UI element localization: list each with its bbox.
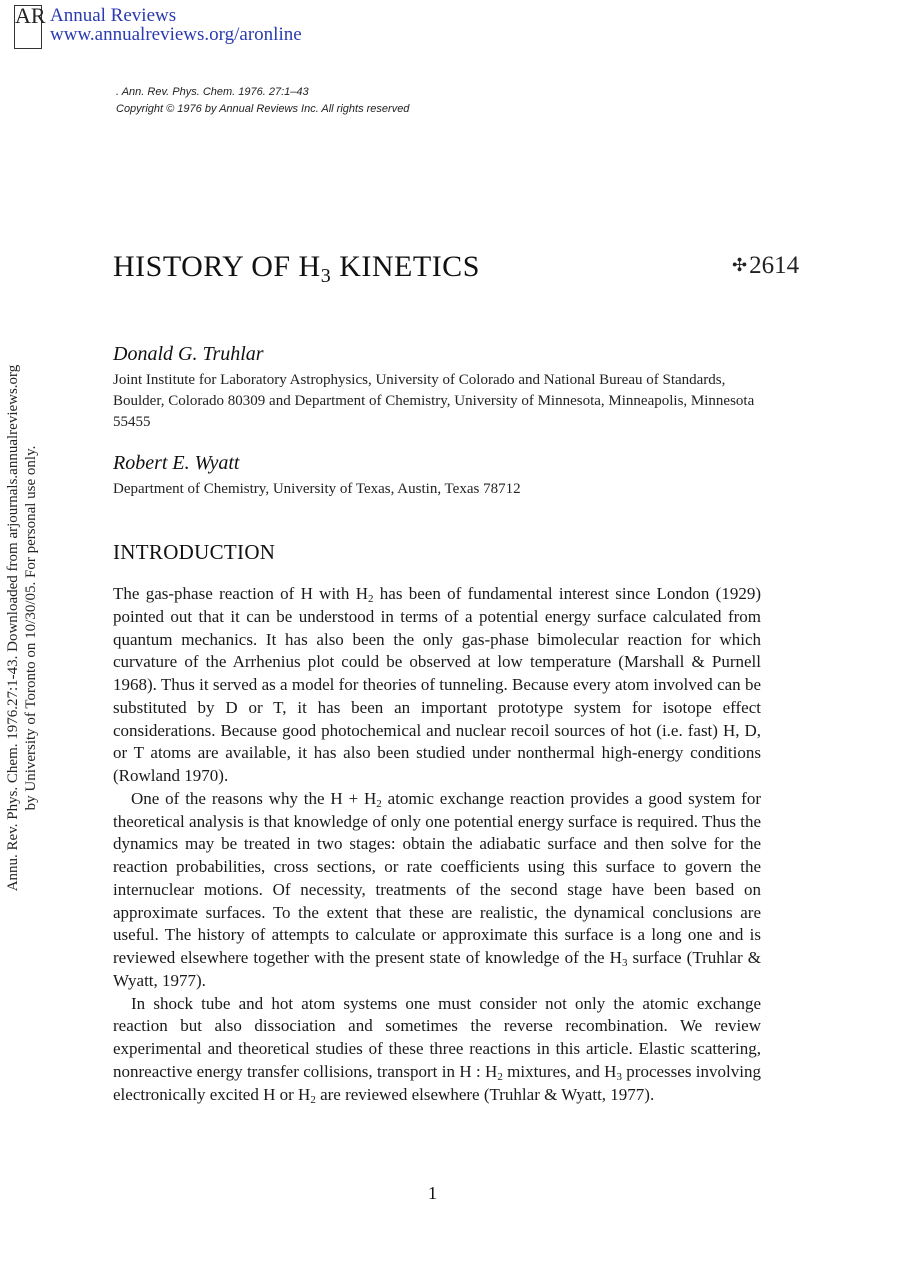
- title-part-1: HISTORY OF H: [113, 250, 321, 283]
- text-run: processes involving electronically excited H or H: [113, 1061, 761, 1104]
- title-part-2: KINETICS: [331, 250, 480, 283]
- subscript: 3: [621, 957, 628, 969]
- text-run: In shock tube and hot atom systems one must consider not only the atomic exchange reaction but also dissociation and sometimes the reverse recombination. We review experimental and theoretical studies of these three reactions in this article. Elastic scattering, nonreactive energy transfer collisions, transport in H : H: [113, 993, 761, 1081]
- author-name: Robert E. Wyatt: [113, 452, 240, 474]
- text-run: mixtures, and H: [502, 1061, 617, 1081]
- download-note: [4, 328, 40, 928]
- text-run: are reviewed elsewhere (Truhlar & Wyatt, 1977).: [315, 1084, 655, 1104]
- text-run: surface (Truhlar & Wyatt, 1977).: [113, 948, 761, 990]
- subscript: 2: [310, 1093, 316, 1106]
- citation-line-2: Copyright © 1976 by Annual Reviews Inc. All rights reserved: [116, 103, 410, 115]
- paragraph-2: [113, 788, 761, 993]
- author-affiliation: Department of Chemistry, University of Texas, Austin, Texas 78712: [113, 481, 521, 497]
- publisher-link[interactable]: Annual Reviews: [50, 5, 177, 26]
- download-note-line-1: Annu. Rev. Phys. Chem. 1976.27:1-43. Downloaded from arjournals.annualreviews.org: [5, 364, 21, 892]
- title-subscript: 3: [320, 265, 332, 287]
- page-number: 1: [428, 1183, 437, 1203]
- body-text: [113, 583, 761, 1106]
- code-mark-icon: ✣: [732, 255, 748, 275]
- logo-letters: AR: [15, 3, 46, 28]
- subscript: 2: [376, 797, 382, 810]
- author-affiliation: Joint Institute for Laboratory Astrophysics, University of Colorado and National Bureau of Standards, Boulder, Colorado 80309 and Department of Chemistry, University of Minnesota, Minneapolis, Minnesota 55455: [113, 372, 755, 430]
- text-run: has been of fundamental interest since London (1929) pointed out that it can be understood in terms of a potential energy surface calculated from quantum mechanics. It has also been the only gas-phase bimolecular reaction for which curvature of the Arrhenius plot could be observed at low temperature (Marshall & Purnell 1968). Thus it served as a model for theories of tunneling. Because every atom involved can be substituted by D or T, it has been an important prototype system for isotope effect considerations. Because good photochemical and nuclear recoil sources of hot (i.e. fast) H, D, or T atoms are available, it has also been studied under nonthermal high-energy conditions (Rowland 1970).: [113, 584, 761, 785]
- author-name: Donald G. Truhlar: [113, 343, 264, 365]
- subscript: 3: [616, 1070, 622, 1083]
- paragraph-3: [113, 993, 761, 1107]
- text-run: The gas-phase reaction of H with H: [113, 584, 368, 603]
- article-code: [732, 252, 799, 280]
- subscript: 2: [497, 1070, 503, 1083]
- citation-line-1: . Ann. Rev. Phys. Chem. 1976. 27:1–43: [116, 86, 309, 98]
- text-run: One of the reasons why the H + H: [131, 788, 377, 808]
- section-heading: INTRODUCTION: [113, 540, 276, 564]
- subscript: 2: [367, 593, 374, 605]
- citation-block: [116, 84, 409, 118]
- publisher-url-link[interactable]: www.annualreviews.org/aronline: [50, 24, 302, 45]
- annual-reviews-logo: [14, 3, 46, 49]
- code-number: 2614: [749, 252, 800, 279]
- download-note-line-2: by University of Toronto on 10/30/05. For personal use only.: [23, 445, 39, 811]
- article-title: [113, 250, 480, 288]
- paragraph-1: [113, 583, 761, 788]
- text-run: atomic exchange reaction provides a good system for theoretical analysis is that knowledge of only one potential energy surface is required. Thus the dynamics may be treated in two stages: obtain the adiabatic surface and then solve for the reaction probabilities, cross sections, or rate coefficients using this surface to govern the internuclear motions. Of necessity, treatments of the second stage have been based on approximate surfaces. To the extent that these are realistic, the dynamical conclusions are useful. The history of attempts to calculate or approximate this surface is a long one and is reviewed elsewhere together with the present state of knowledge of the H: [113, 788, 761, 967]
